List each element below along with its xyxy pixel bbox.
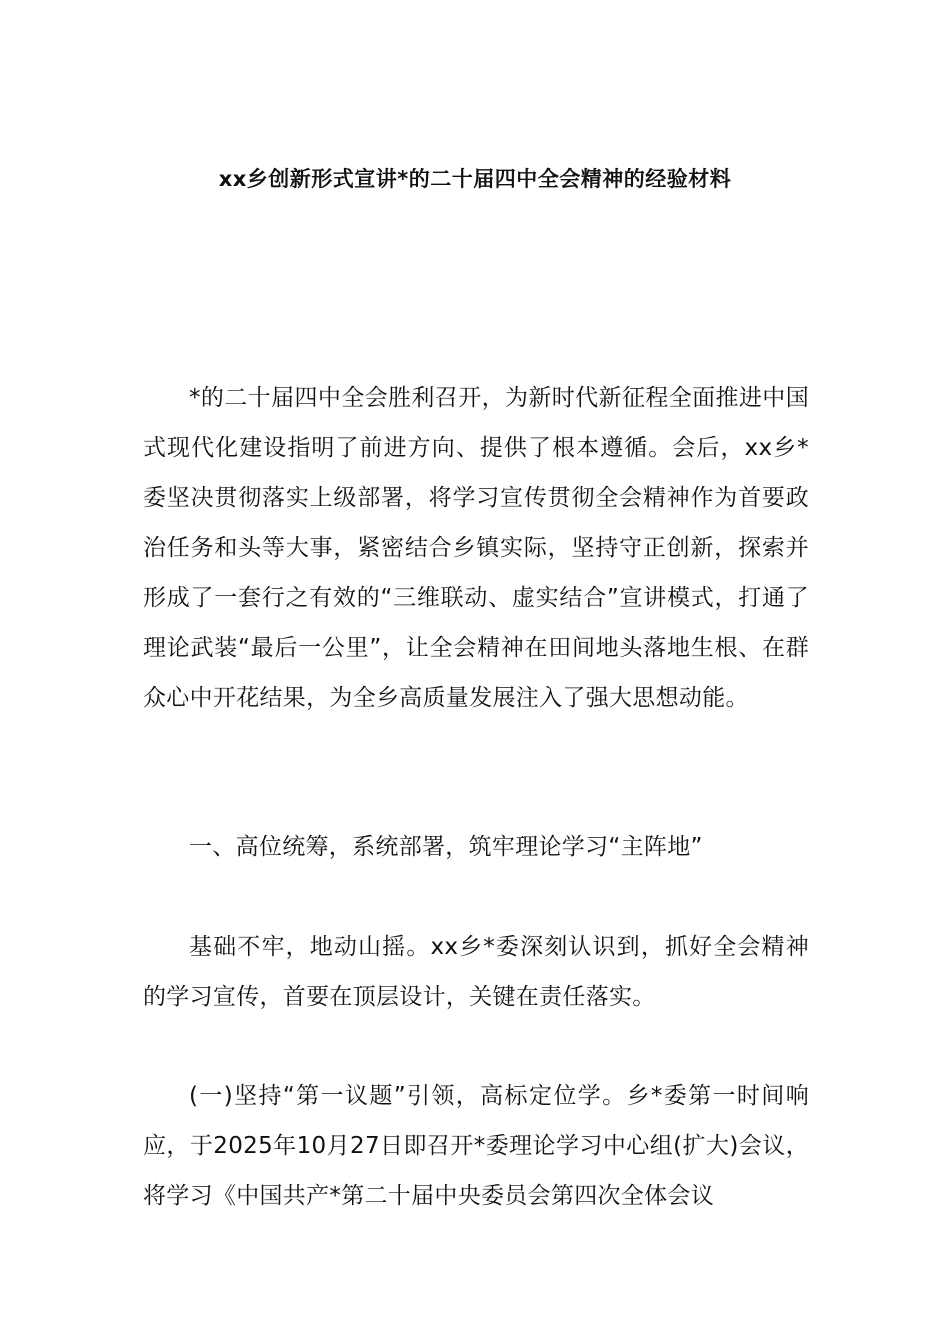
point-one-paragraph: (一)坚持“第一议题”引领，高标定位学。乡*委第一时间响应，于2025年10月27日即召开*委理论学习中心组(扩大)会议，将学习《中国共产*第二十届中央委员会第四次全体会议 bbox=[143, 1083, 809, 1209]
intro-paragraph: *的二十届四中全会胜利召开，为新时代新征程全面推进中国式现代化建设指明了前进方向、提供了根本遵循。会后，xx乡*委坚决贯彻落实上级部署，将学习宣传贯彻全会精神作为首要政治任务和头等大事，紧密结合乡镇实际，坚持守正创新，探索并形成了一套行之有效的“三维联动、虚实结合”宣讲模式，打通了理论武装“最后一公里”，让全会精神在田间地头落地生根、在群众心中开花结果，为全乡高质量发展注入了强大思想动能。 bbox=[143, 385, 809, 711]
section-one-paragraph: 基础不牢，地动山摇。xx乡*委深刻认识到，抓好全会精神的学习宣传，首要在顶层设计，关键在责任落实。 bbox=[143, 934, 809, 1010]
document-title: xx乡创新形式宣讲*的二十届四中全会精神的经验材料 bbox=[218, 167, 732, 191]
section-one-heading: 一、高位统筹，系统部署，筑牢理论学习“主阵地” bbox=[189, 834, 703, 860]
